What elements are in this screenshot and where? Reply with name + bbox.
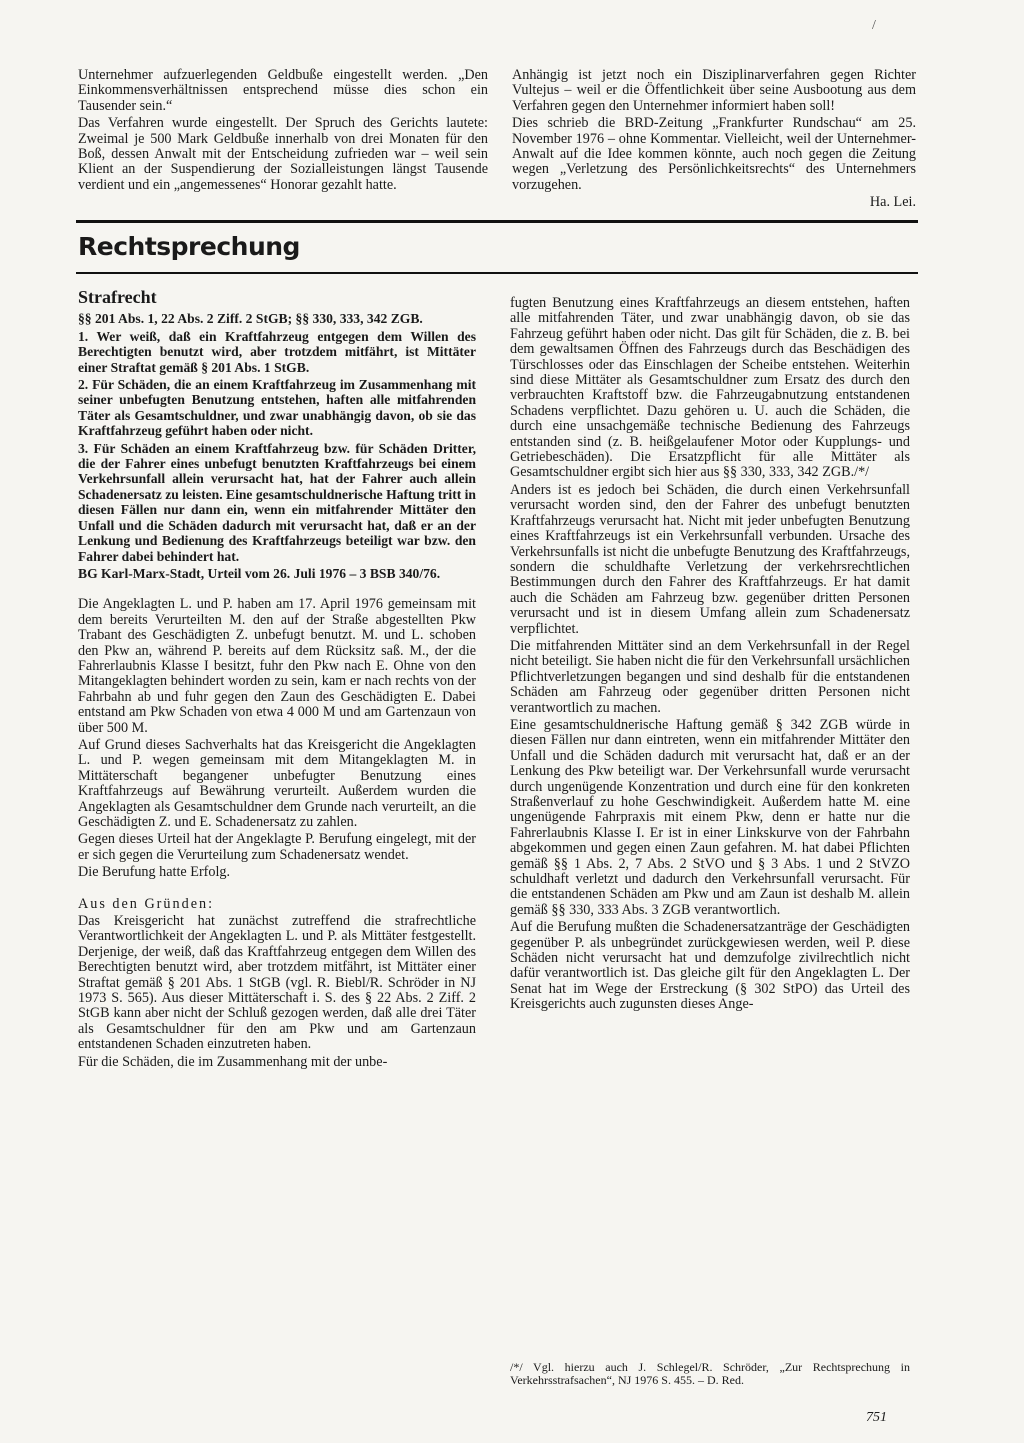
facts-paragraph: Die Berufung hatte Erfolg.	[78, 864, 231, 881]
grounds-heading: Aus den Gründen:	[78, 895, 215, 912]
grounds-paragraph: Das Kreisgericht hat zunächst zutreffend die strafrechtliche Verantwortlichkeit der Angeklagten L. und P. als Mittäter festgestellt. Derjenige, der weiß, daß das Kraftfahrzeug entgegen dem Willen des Berechtigten benutzt wird, aber trotzdem mitfährt, ist Mittäter einer Straftat gemäß § 201 Abs. 1 StGB (vgl. R. Biebl/R. Schröder in NJ 1973 S. 565). Aus dieser Mittäterschaft i. S. des § 22 Abs. 2 Ziff. 2 StGB kann aber nicht der Schluß gezogen werden, daß alle drei Täter als Gesamtschuldner für den am Pkw und am Gartenzaun entstandenen Schaden einzutreten haben.	[78, 913, 476, 1053]
section-rule-bottom	[76, 272, 918, 274]
norm-citation: §§ 201 Abs. 1, 22 Abs. 2 Ziff. 2 StGB; §§ 330, 333, 342 ZGB.	[78, 311, 423, 327]
margin-mark: /	[872, 18, 876, 33]
top-right-column	[512, 68, 916, 213]
grounds-paragraph: Eine gesamtschuldnerische Haftung gemäß § 342 ZGB würde in diesen Fällen nur dann eintreten, wenn ein mitfahrender Mittäter den Unfall und die Schäden dadurch mit verursacht hat, daß er an der Lenkung des Pkw beteiligt war. Der Verkehrsunfall wurde verursacht durch ungenügende Konzentration und durch eine für den konkreten Straßenverlauf zu hohe Geschwindigkeit. Außerdem hatte M. eine ungenügende Fahrpraxis mit einem Pkw, denn er hatte nur die Fahrerlaubnis Klasse I. Er ist in einer Linkskurve von der Fahrbahn abgekommen und gegen einen Zaun gefahren. M. hat dabei Pflichten gemäß §§ 1 Abs. 2, 7 Abs. 2 StVO und § 3 Abs. 1 und 2 StVZO schuldhaft verletzt und dadurch den Verkehrsunfall verursacht. Für die entstandenen Schäden am Pkw und am Zaun ist deshalb M. allein gemäß §§ 330, 333 Abs. 3 ZGB verantwortlich.	[510, 716, 910, 918]
section-rule-top	[76, 220, 918, 223]
paragraph: Dies schrieb die BRD-Zeitung „Frankfurter Rundschau“ am 25. November 1976 – ohne Kommentar. Vielleicht, weil der Unternehmer-Anwalt auf die Idee kommen könnte, auch noch gegen die Zeitung wegen „Verletzung des Persönlichkeitsrechts“ des Unternehmers vorzugehen.	[512, 115, 916, 193]
paragraph: Anhängig ist jetzt noch ein Disziplinarverfahren gegen Richter Vultejus – weil er die Öffentlichkeit über seine Ausbootung aus dem Verfahren gegen den Unternehmer informiert haben soll!	[512, 67, 916, 114]
facts-paragraph: Auf Grund dieses Sachverhalts hat das Kreisgericht die Angeklagten L. und P. wegen gemeinsam mit dem Mitangeklagten M. in Mittäterschaft begangener unbefugter Benutzung eines Kraftfahrzeugs auf Bewährung verurteilt. Außerdem wurden die Angeklagten als Gesamtschuldner dem Grunde nach verurteilt, an die Geschädigten Z. und E. Schadenersatz zu zahlen.	[78, 736, 476, 830]
headnote-1: 1. Wer weiß, daß ein Kraftfahrzeug entgegen dem Willen des Berechtigten benutzt wird, aber trotzdem mitfährt, ist Mittäter einer Straftat gemäß § 201 Abs. 1 StGB.	[78, 328, 476, 375]
facts-paragraph: Gegen dieses Urteil hat der Angeklagte P. Berufung eingelegt, mit der er sich gegen die Verurteilung zum Schadenersatz wendet.	[78, 831, 476, 863]
court-citation: BG Karl-Marx-Stadt, Urteil vom 26. Juli 1976 – 3 BSB 340/76.	[78, 565, 441, 581]
section-title: Rechtsprechung	[78, 232, 300, 261]
top-left-column	[78, 68, 488, 195]
grounds-paragraph: Anders ist es jedoch bei Schäden, die durch einen Verkehrsunfall verursacht worden sind, den der Fahrer des unbefugt benutzten Kraftfahrzeugs verursacht hat. Nicht mit jeder unbefugten Benutzung eines Kraftfahrzeugs ist ein Verkehrsunfall verbunden. Ursache des Verkehrsunfalls ist nicht die unbefugte Benutzung des Kraftfahrzeugs, sondern die schuldhafte Verletzung der verkehrsrechtlichen Bestimmungen durch den Fahrer des Kraftfahrzeugs. Er hat damit auch die Schäden am Fahrzeug bzw. gegenüber dritten Personen verursacht und ist in diesem Umfang allein zum Schadenersatz verpflichtet.	[510, 481, 910, 637]
footnote: /*/ Vgl. hierzu auch J. Schlegel/R. Schröder, „Zur Rechtsprechung in Verkehrsstrafsachen“, NJ 1976 S. 455. – D. Red.	[510, 1360, 910, 1388]
author-signature: Ha. Lei.	[869, 194, 916, 211]
right-column	[510, 296, 910, 1015]
headnote-2: 2. Für Schäden, die an einem Kraftfahrzeug im Zusammenhang mit seiner unbefugten Benutzung entstehen, haften alle mitfahrenden Täter als Gesamtschuldner, und zwar unabhängig davon, ob sie das Kraftfahrzeug geführt haben oder nicht.	[78, 377, 476, 439]
grounds-paragraph: Die mitfahrenden Mittäter sind an dem Verkehrsunfall in der Regel nicht beteiligt. Sie haben nicht die für den Verkehrsunfall ursächlichen Pflichtverletzungen begangen und sind deshalb für die entstandenen Schäden am Fahrzeug oder gegenüber dritten Personen nicht verantwortlich zu machen.	[510, 637, 911, 716]
paragraph: Unternehmer aufzuerlegenden Geldbuße eingestellt werden. „Den Einkommensverhältnissen entsprechend müsse dies schon ein Tausender sein.“	[78, 67, 488, 114]
grounds-paragraph: fugten Benutzung eines Kraftfahrzeugs an diesem entstehen, haften alle mitfahrenden Täter, und zwar unabhängig davon, ob sie das Fahrzeug geführt haben oder nicht. Das gilt für Schäden, die z. B. bei dem gewaltsamen Öffnen des Fahrzeugs durch das Beschädigen des Türschlosses oder das Einschlagen der Scheibe entstehen. Weiterhin sind diese Mittäter als Gesamtschuldner zum Ersatz des durch den verbrauchten Kraftstoff bzw. die Fahrzeugabnutzung entstandenen Schadens verpflichtet. Dazu gehören u. U. auch die Schäden, die durch eine unsachgemäße technische Bedienung des Fahrzeugs entstanden sind (z. B. heißgelaufener Motor oder Kupplungs- und Getriebeschäden). Die Ersatzpflicht für alle Mittäter als Gesamtschuldner ergibt sich hier aus §§ 330, 333, 342 ZGB./*/	[510, 295, 910, 481]
left-column	[78, 287, 476, 1072]
facts-paragraph: Die Angeklagten L. und P. haben am 17. April 1976 gemeinsam mit dem bereits Verurteilten M. den auf der Straße abgestellten Pkw Trabant des Geschädigten Z. unbefugt benutzt. M. und L. schoben den Pkw an, während P. bereits auf dem Rücksitz saß. M., der die Fahrerlaubnis Klasse I besitzt, fuhr den Pkw nach E. Ohne von den Mitangeklagten behindert worden zu sein, kam er nach rechts von der Fahrbahn ab und fuhr gegen den Zaun des Geschädigten E. Dabei entstand am Pkw Schaden von etwa 4 000 M und am Gartenzaun von über 500 M.	[78, 596, 476, 736]
grounds-paragraph: Auf die Berufung mußten die Schadenersatzanträge der Geschädigten gegenüber P. als unbegründet zurückgewiesen werden, weil P. diese Schäden nicht verursacht hat und demzufolge zivilrechtlich nicht dafür verantwortlich ist. Das gleiche gilt für den Angeklagten L. Der Senat hat im Wege der Erstreckung (§ 302 StPO) das Urteil des Kreisgerichts auch zugunsten dieses Ange-	[510, 919, 910, 1013]
headnote-3: 3. Für Schäden an einem Kraftfahrzeug bzw. für Schäden Dritter, die der Fahrer eines unbefugt benutzten Kraftfahrzeugs bei einem Verkehrsunfall allein verursacht hat, hat der Fahrer auch allein Schadenersatz zu leisten. Eine gesamtschuldnerische Haftung tritt in diesen Fällen nur dann ein, wenn ein mitfahrender Mittäter den Unfall und die Schäden dadurch mit verursacht hat, daß er an der Lenkung und Bedienung des Kraftfahrzeugs beteiligt war bzw. den Fahrer dabei behindert hat.	[78, 440, 476, 564]
grounds-paragraph: Für die Schäden, die im Zusammenhang mit der unbe-	[78, 1053, 388, 1070]
page-number: 751	[866, 1410, 887, 1425]
paragraph: Das Verfahren wurde eingestellt. Der Spruch des Gerichts lautete: Zweimal je 500 Mark Geldbuße innerhalb von drei Monaten für den Boß, dessen Anwalt mit der Entscheidung zufrieden war – weil sein Klient an der Suspendierung der Sozialleistungen längst Tausende verdient und ein „angemessenes“ Honorar gezahlt hatte.	[78, 115, 488, 193]
subsection-title: Strafrecht	[78, 287, 157, 307]
